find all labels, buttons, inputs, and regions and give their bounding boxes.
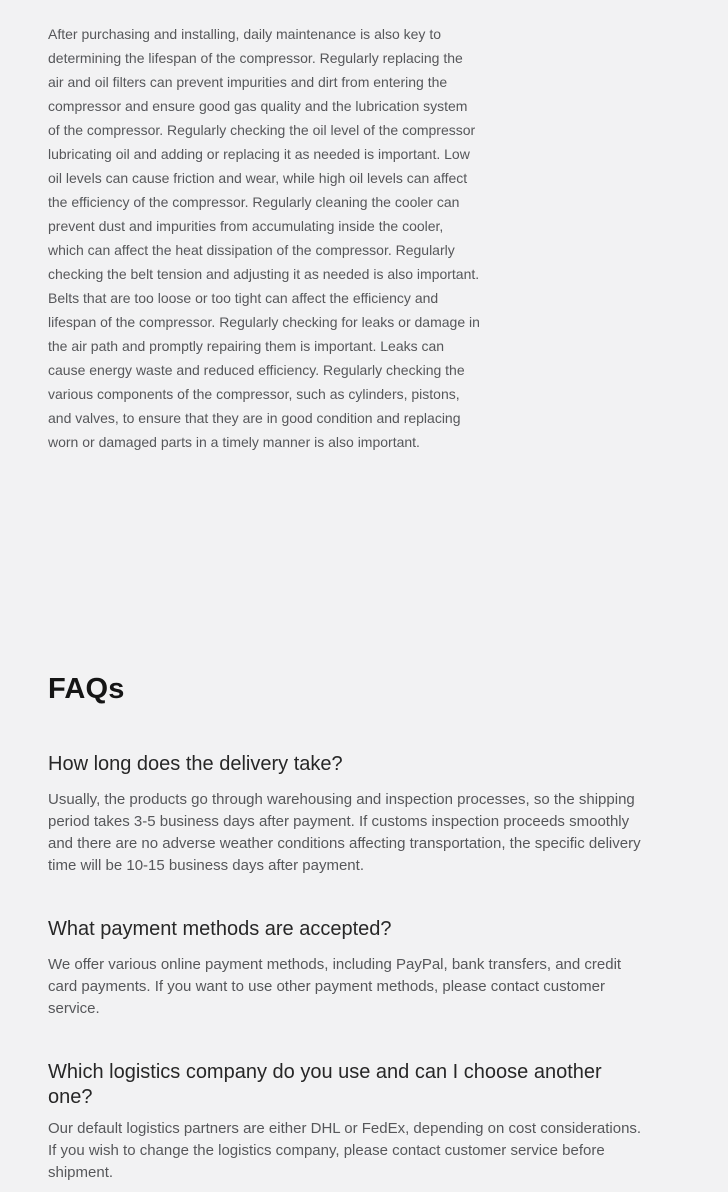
faq-answer-logistics-company: Our default logistics partners are either DHL or FedEx, depending on cost considerations. If you wish to change the logistics company, please contact customer service before shipment. [48, 1120, 642, 1181]
product-description-section [48, 22, 680, 454]
faq-question-delivery-time: How long does the delivery take? [48, 753, 343, 775]
faq-answer-delivery-time: Usually, the products go through warehousing and inspection processes, so the shipping period takes 3-5 business days after payment. If customs inspection proceeds smoothly and there are no adverse weather conditions affecting transportation, the specific delivery time will be 10-15 business days after payment. [48, 791, 641, 874]
faq-answer-payment-methods: We offer various online payment methods, including PayPal, bank transfers, and credit card payments. If you want to use other payment methods, please contact customer service. [48, 956, 622, 1017]
faq-item [48, 1060, 680, 1184]
faqs-section [48, 672, 680, 1184]
maintenance-description-paragraph: After purchasing and installing, daily maintenance is also key to determining the lifespan of the compressor. Regularly replacing the air and oil filters can prevent impurities and dirt from entering the compressor and ensure good gas quality and the lubrication system of the compressor. Regularly checking the oil level of the compressor lubricating oil and adding or replacing it as needed is important. Low oil levels can cause friction and wear, while high oil levels can affect the efficiency of the compressor. Regularly cleaning the cooler can prevent dust and impurities from accumulating inside the cooler, which can affect the heat dissipation of the compressor. Regularly checking the belt tension and adjusting it as needed is also important. Belts that are too loose or too tight can affect the efficiency and lifespan of the compressor. Regularly checking for leaks or damage in the air path and promptly repairing them is important. Leaks can cause energy waste and reduced efficiency. Regularly checking the various components of the compressor, such as cylinders, pistons, and valves, to ensure that they are in good condition and replacing worn or damaged parts in a timely manner is also important. [48, 26, 480, 450]
faq-item [48, 917, 680, 1020]
faq-question-payment-methods: What payment methods are accepted? [48, 918, 392, 940]
faqs-title: FAQs [48, 673, 125, 705]
faq-question-logistics-company: Which logistics company do you use and can I choose another one? [48, 1061, 602, 1108]
faq-item [48, 752, 680, 877]
